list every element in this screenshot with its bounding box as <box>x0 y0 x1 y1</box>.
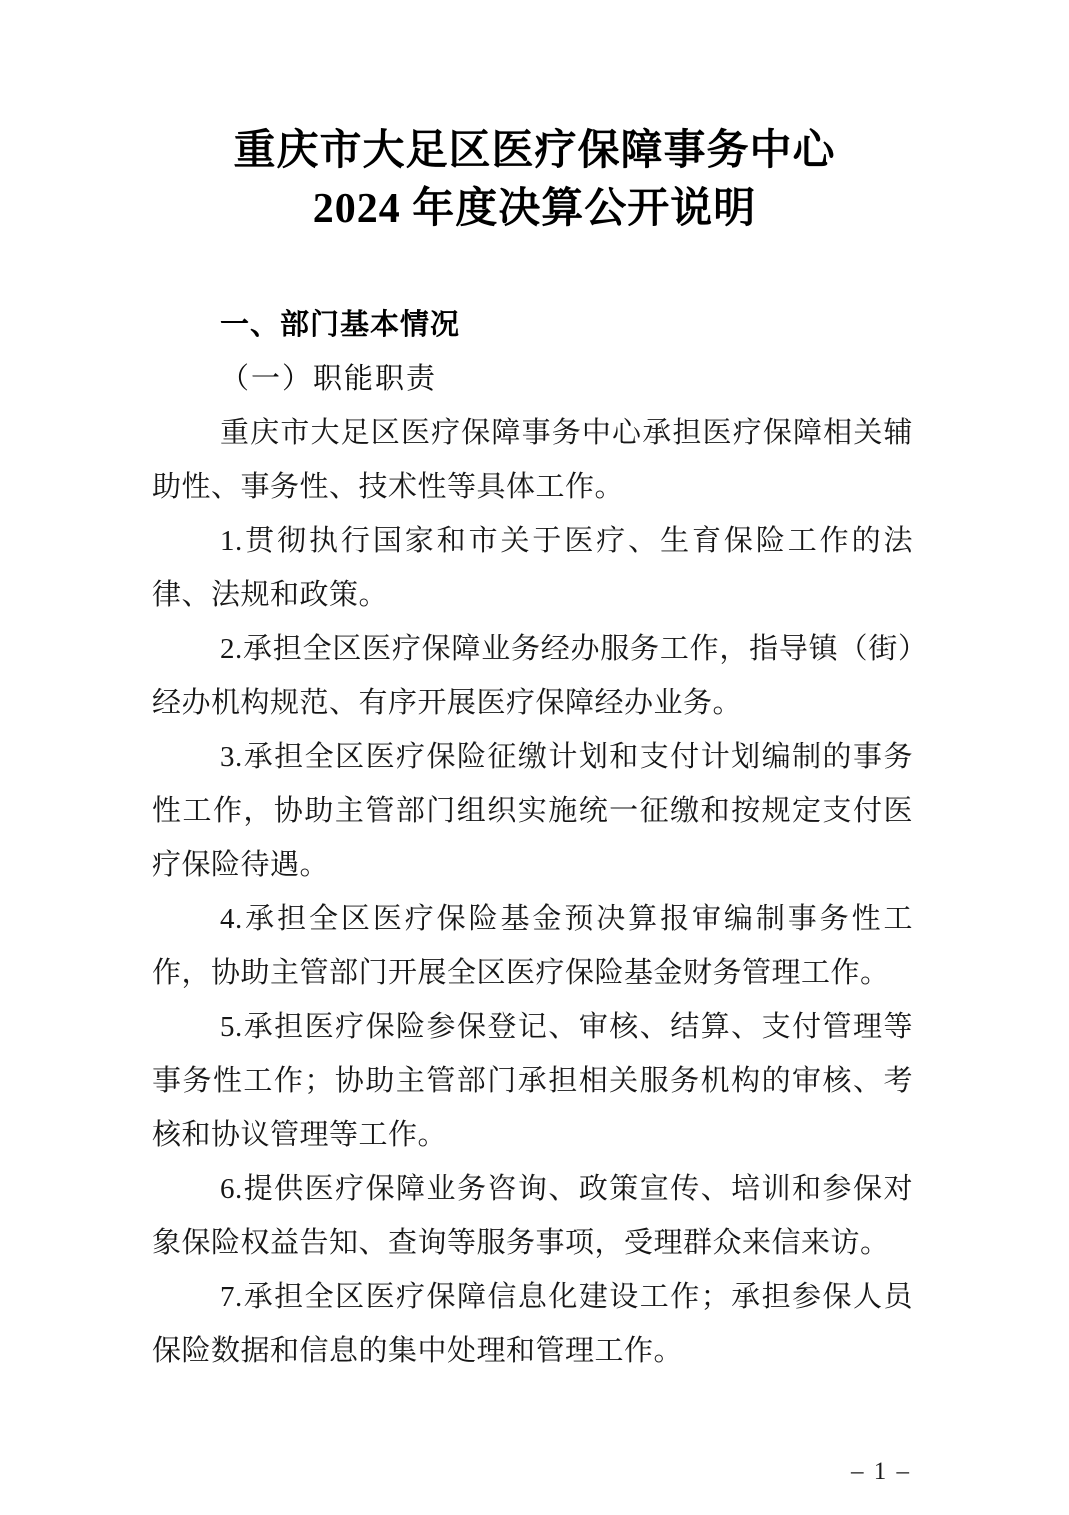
title-line-1: 重庆市大足区医疗保障事务中心 <box>233 128 836 174</box>
paragraph: 2.承担全区医疗保障业务经办服务工作，指导镇（街）经办机构规范、有序开展医疗保障经办业务。 <box>152 633 913 719</box>
paragraph: 重庆市大足区医疗保障事务中心承担医疗保障相关辅助性、事务性、技术性等具体工作。 <box>152 417 913 503</box>
paragraph: 3.承担全区医疗保险征缴计划和支付计划编制的事务性工作，协助主管部门组织实施统一征缴和按规定支付医疗保险待遇。 <box>152 741 913 881</box>
paragraph: 1.贯彻执行国家和市关于医疗、生育保险工作的法律、法规和政策。 <box>152 525 913 611</box>
paragraph: 6.提供医疗保障业务咨询、政策宣传、培训和参保对象保险权益告知、查询等服务事项，受理群众来信来访。 <box>152 1173 913 1259</box>
section-heading: 一、部门基本情况 <box>220 309 461 341</box>
paragraph: 7.承担全区医疗保障信息化建设工作；承担参保人员保险数据和信息的集中处理和管理工作。 <box>152 1281 913 1367</box>
paragraph: 4.承担全区医疗保险基金预决算报审编制事务性工作，协助主管部门开展全区医疗保险基金财务管理工作。 <box>152 903 913 989</box>
subsection-heading: （一）职能职责 <box>220 363 438 395</box>
document-title <box>0 0 1069 238</box>
paragraph-list <box>152 406 913 1378</box>
page-number: – 1 – <box>851 1458 911 1485</box>
title-line-2: 2024 年度决算公开说明 <box>312 186 757 232</box>
paragraph: 5.承担医疗保险参保登记、审核、结算、支付管理等事务性工作；协助主管部门承担相关服务机构的审核、考核和协议管理等工作。 <box>152 1011 913 1151</box>
document-body <box>152 298 913 1378</box>
